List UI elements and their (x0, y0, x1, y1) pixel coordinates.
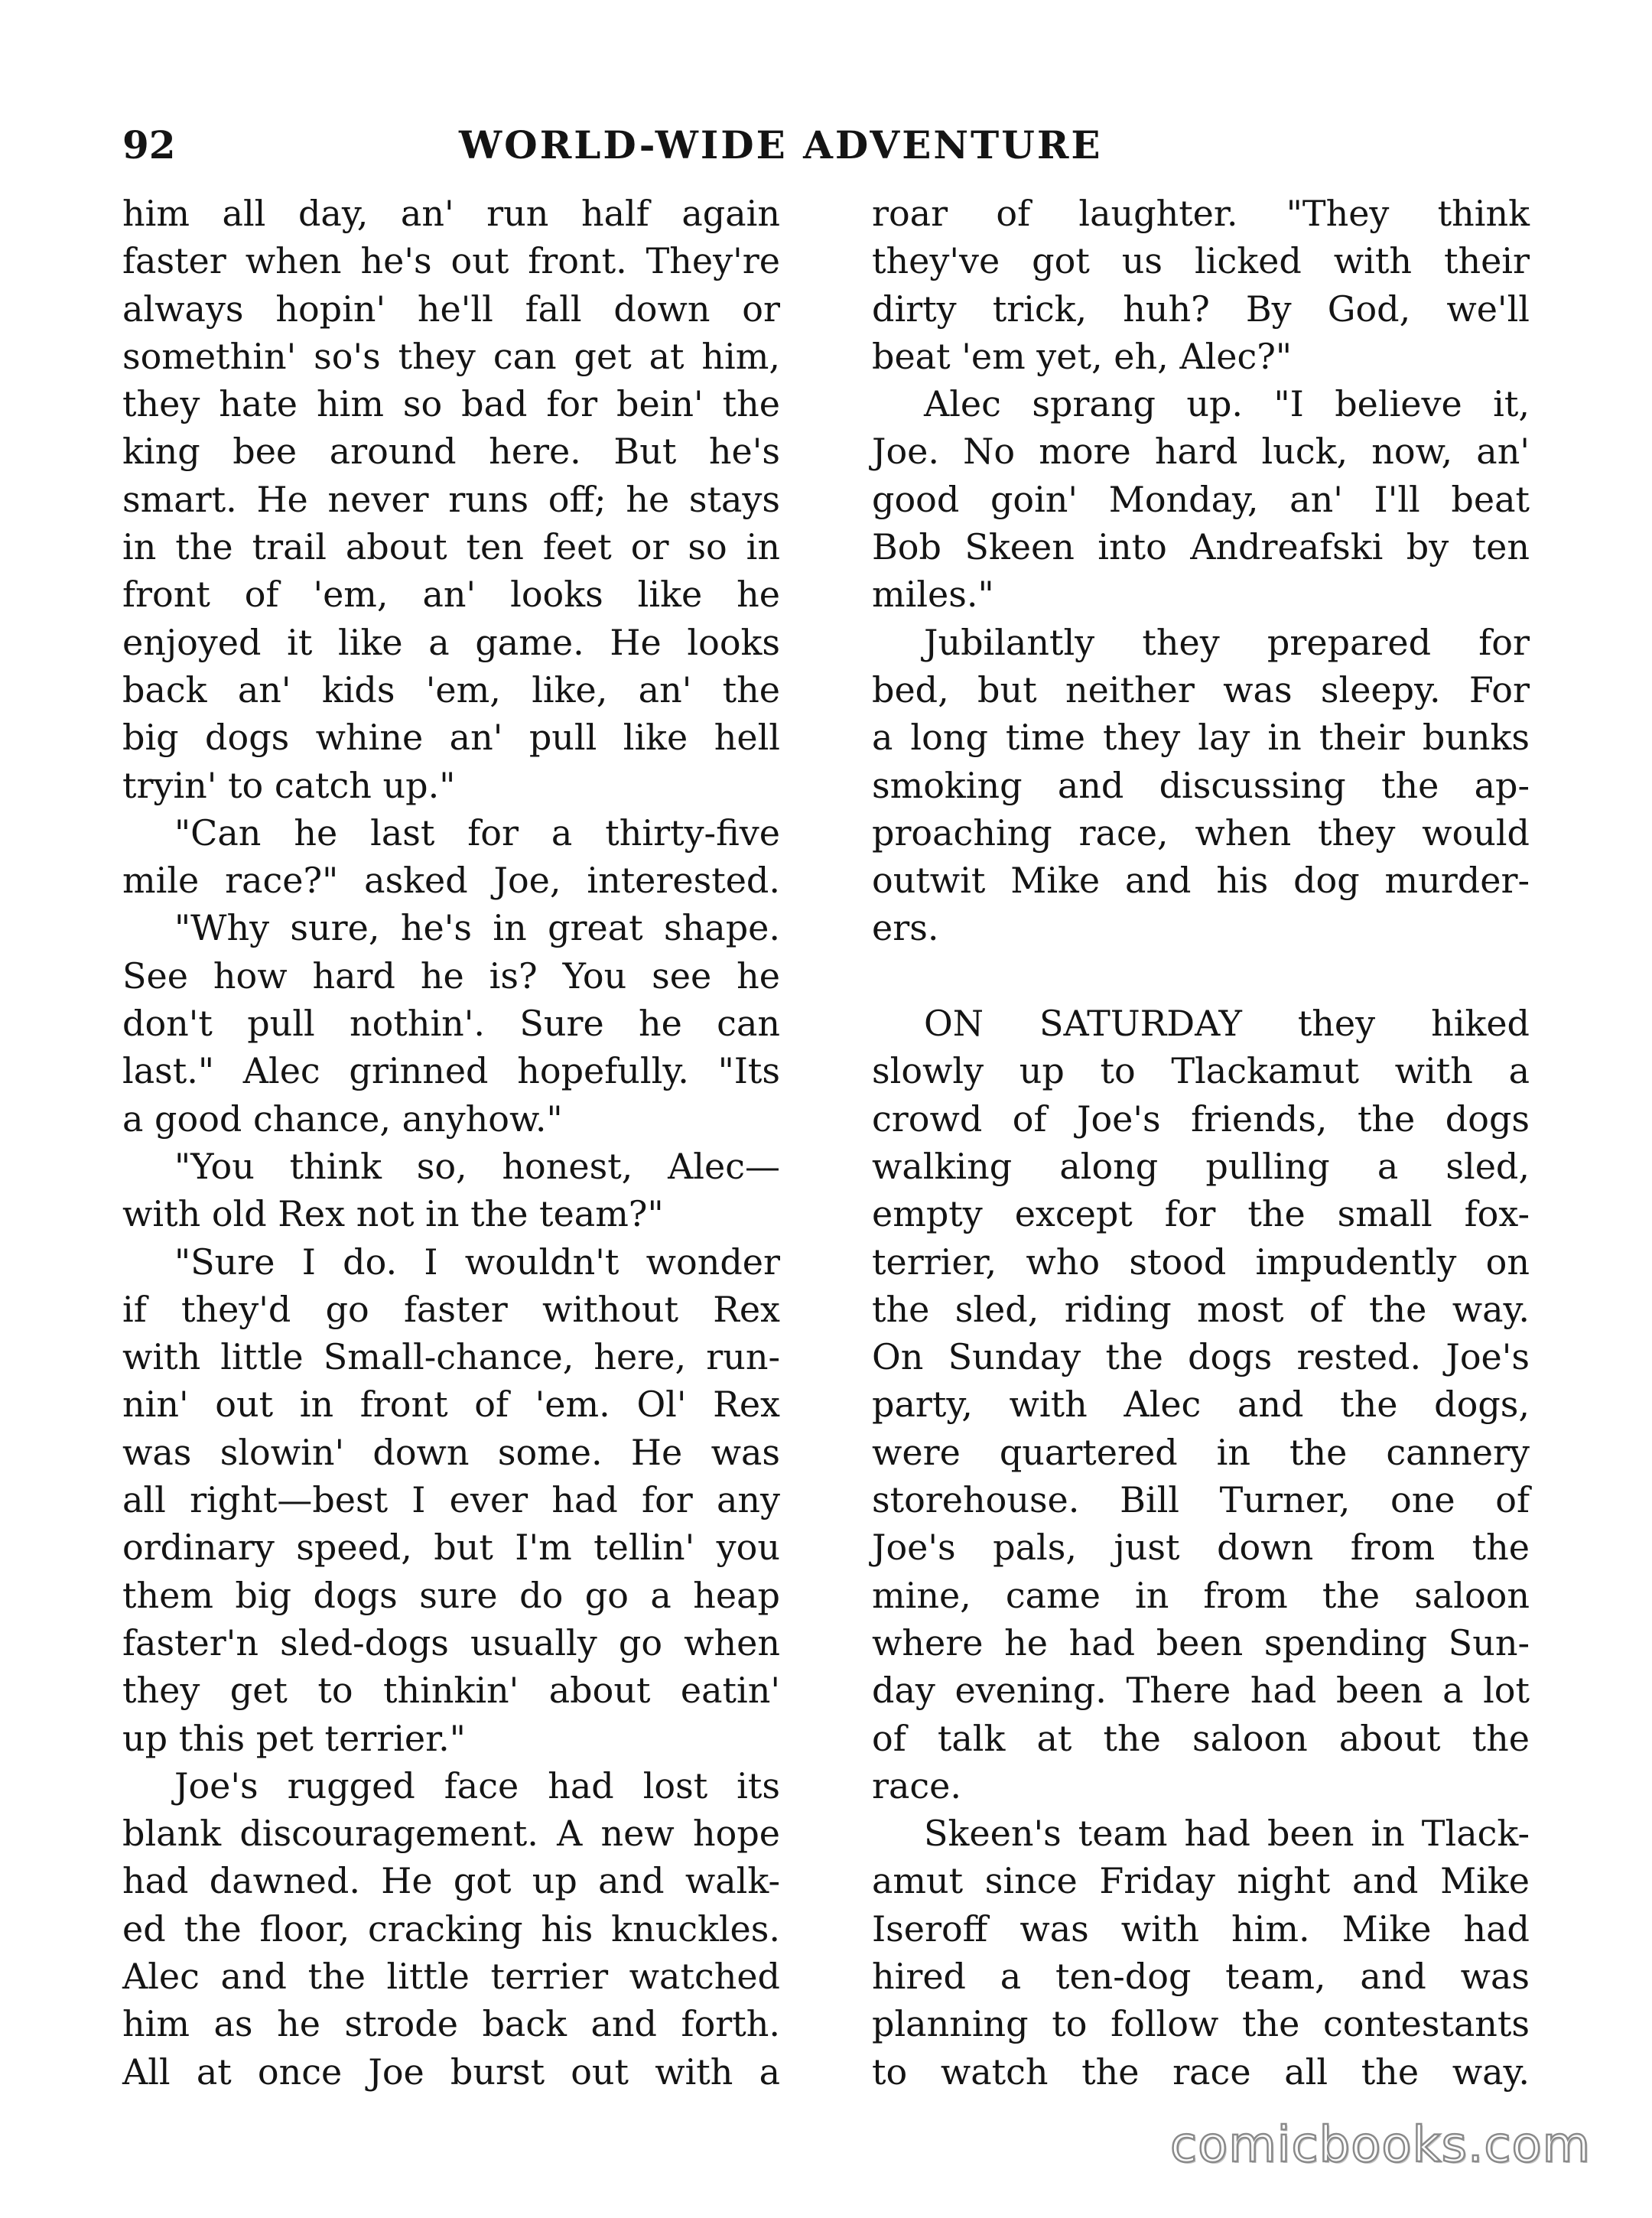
text-line: in the trail about ten feet or so in (122, 526, 780, 568)
text-line: him as he strode back and forth. (122, 2003, 780, 2045)
text-line: him all day, an' run half again (122, 193, 780, 234)
text-line: dirty trick, huh? By God, we'll (872, 288, 1530, 330)
text-line: of talk at the saloon about the (872, 1717, 1530, 1759)
text-line: bed, but neither was sleepy. For (872, 668, 1530, 711)
text-line: king bee around here. But he's (122, 431, 780, 473)
page-number: 92 (122, 122, 176, 167)
text-line: proaching race, when they would (872, 811, 1530, 854)
text-line: always hopin' he'll fall down or (122, 288, 780, 330)
text-line: storehouse. Bill Turner, one of (872, 1479, 1530, 1521)
running-head: WORLD-WIDE ADVENTURE (459, 122, 1103, 167)
text-line: the sled, riding most of the way. (872, 1288, 1530, 1330)
text-line: mile race?" asked Joe, interested. (122, 860, 780, 902)
text-line: On Sunday the dogs rested. Joe's (872, 1336, 1530, 1378)
text-line: blank discouragement. A new hope (122, 1813, 780, 1855)
text-line: they've got us licked with their (872, 240, 1530, 282)
text-line: Joe. No more hard luck, now, an' (872, 431, 1530, 473)
text-line: terrier, who stood impudently on (872, 1241, 1530, 1283)
left-text-column (122, 190, 780, 2096)
text-line: smart. He never runs off; he stays (122, 478, 780, 520)
text-line: miles." (872, 574, 994, 616)
text-line: walking along pulling a sled, (872, 1145, 1530, 1187)
text-line: Joe's pals, just down from the (872, 1527, 1530, 1569)
text-line: was slowin' down some. He was (122, 1431, 780, 1473)
text-line: where he had been spending Sun- (872, 1621, 1530, 1664)
text-line: Skeen's team had been in Tlack- (924, 1813, 1530, 1855)
text-line: a good chance, anyhow." (122, 1098, 563, 1140)
text-line: don't pull nothin'. Sure he can (122, 1003, 780, 1045)
text-line: last." Alec grinned hopefully. "Its (122, 1050, 780, 1092)
text-line: them big dogs sure do go a heap (122, 1574, 780, 1616)
text-line: faster'n sled-dogs usually go when (122, 1621, 780, 1664)
text-line: planning to follow the contestants (872, 2003, 1530, 2045)
text-line: outwit Mike and his dog murder- (872, 860, 1530, 902)
text-line: ers. (872, 907, 939, 949)
text-line: "Can he last for a thirty-five (174, 811, 780, 854)
text-line: "Sure I do. I wouldn't wonder (174, 1241, 780, 1283)
text-line: faster when he's out front. They're (122, 240, 780, 282)
text-line: Joe's rugged face had lost its (174, 1764, 780, 1807)
text-line: ON SATURDAY they hiked (924, 1003, 1530, 1045)
text-line: all right—best I ever had for any (122, 1479, 780, 1521)
text-line: somethin' so's they can get at him, (122, 335, 780, 377)
text-line: smoking and discussing the ap- (872, 764, 1530, 806)
text-line: to watch the race all the way. (872, 2051, 1530, 2093)
text-line: were quartered in the cannery (872, 1431, 1530, 1473)
text-line: enjoyed it like a game. He looks (122, 621, 780, 663)
text-line: Bob Skeen into Andreafski by ten (872, 526, 1530, 568)
text-line: All at once Joe burst out with a (122, 2051, 780, 2093)
text-line: they get to thinkin' about eatin' (122, 1670, 780, 1712)
right-text-column (872, 190, 1530, 2096)
text-line: ordinary speed, but I'm tellin' you (122, 1527, 780, 1569)
text-line: Jubilantly they prepared for (924, 621, 1530, 663)
text-line: Alec and the little terrier watched (122, 1955, 780, 1997)
text-line: hired a ten-dog team, and was (872, 1955, 1530, 1997)
text-line: Alec sprang up. "I believe it, (924, 383, 1530, 425)
text-line: big dogs whine an' pull like hell (122, 717, 780, 759)
text-line: crowd of Joe's friends, the dogs (872, 1098, 1530, 1140)
text-line: "Why sure, he's in great shape. (174, 907, 780, 949)
text-line: up this pet terrier." (122, 1717, 466, 1759)
text-line: if they'd go faster without Rex (122, 1288, 780, 1330)
text-line: front of 'em, an' looks like he (122, 574, 780, 616)
text-line: had dawned. He got up and walk- (122, 1860, 780, 1902)
text-line: good goin' Monday, an' I'll beat (872, 478, 1530, 520)
text-line: amut since Friday night and Mike (872, 1860, 1530, 1902)
text-line: beat 'em yet, eh, Alec?" (872, 335, 1293, 377)
text-line: with little Small-chance, here, run- (122, 1336, 780, 1378)
text-line: a long time they lay in their bunks (872, 717, 1530, 759)
text-line: mine, came in from the saloon (872, 1574, 1530, 1616)
text-line: empty except for the small fox- (872, 1193, 1530, 1235)
text-line: tryin' to catch up." (122, 764, 456, 806)
section-break (872, 952, 1530, 1000)
text-line: See how hard he is? You see he (122, 955, 780, 997)
text-line: day evening. There had been a lot (872, 1670, 1530, 1712)
text-line: slowly up to Tlackamut with a (872, 1050, 1530, 1092)
text-line: party, with Alec and the dogs, (872, 1384, 1530, 1426)
text-line: "You think so, honest, Alec— (174, 1145, 780, 1187)
text-line: roar of laughter. "They think (872, 193, 1530, 234)
text-line: they hate him so bad for bein' the (122, 383, 780, 425)
text-line: race. (872, 1764, 962, 1807)
watermark: comicbooks.com (1169, 2117, 1591, 2174)
text-line: ed the floor, cracking his knuckles. (122, 1907, 780, 1950)
text-line: with old Rex not in the team?" (122, 1193, 664, 1235)
text-line: back an' kids 'em, like, an' the (122, 668, 780, 711)
text-line: Iseroff was with him. Mike had (872, 1907, 1530, 1950)
page-header (122, 115, 1545, 176)
text-line: nin' out in front of 'em. Ol' Rex (122, 1384, 780, 1426)
